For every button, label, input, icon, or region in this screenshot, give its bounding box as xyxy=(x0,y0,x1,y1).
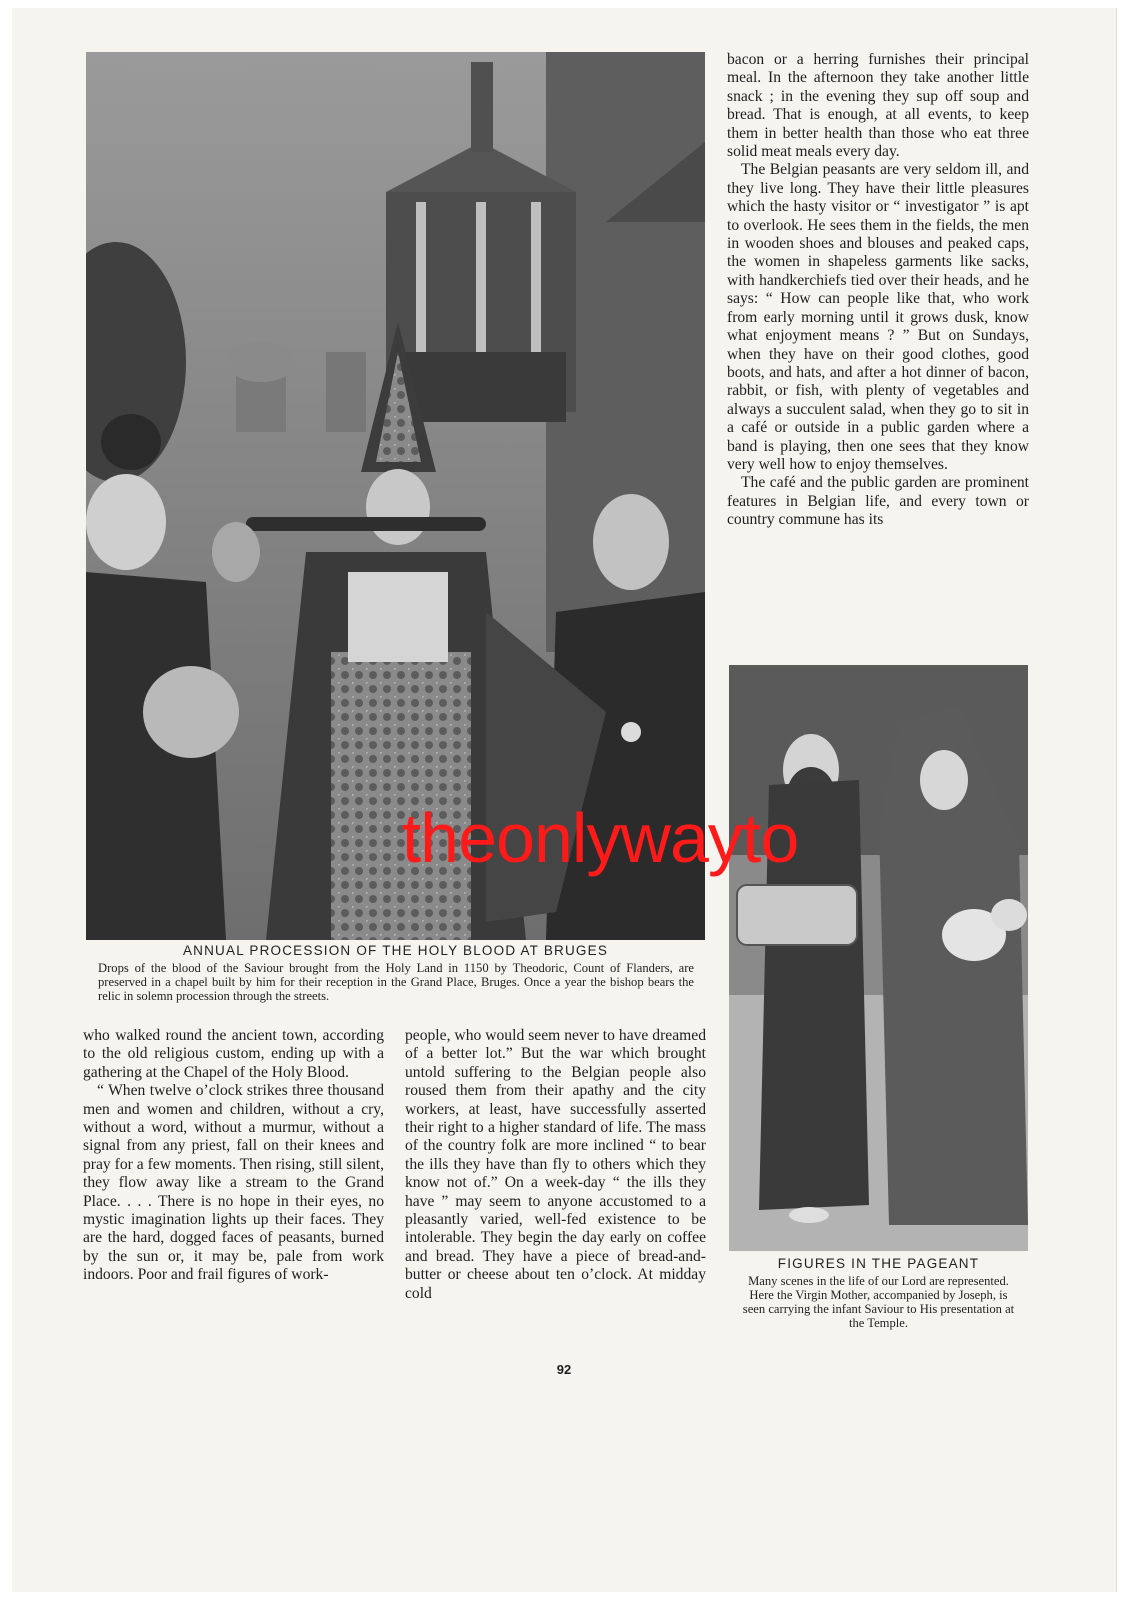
side-caption-title: FIGURES IN THE PAGEANT xyxy=(777,1256,980,1271)
pageant-illustration xyxy=(729,665,1028,1251)
paragraph: bacon or a herring furnishes their principal meal. In the afternoon they take another little snack ; in the evening they sup off soup and bread. That is enough, at all events, to keep them in better health than those who eat three solid meat meals every day. xyxy=(727,51,1029,161)
paragraph: “ When twelve o’clock strikes three thousand men and women and children, without a cry, without a word, without a murmur, without a signal from any priest, fall on their knees and pray for a few moments. Then rising, still silent, they flow away like a stream to the Grand Place. . . . There is no hope in their eyes, no mystic imagination lights up their faces. They are the hard, dogged faces of peasants, burned by the sun or, it may be, pale from work indoors. Poor and frail figures of work- xyxy=(83,1082,384,1284)
right-column-top-text xyxy=(727,51,1029,530)
paragraph: who walked round the ancient town, according to the old religious custom, ending up with a gathering at the Chapel of the Holy Blood. xyxy=(83,1027,384,1081)
main-caption-title: ANNUAL PROCESSION OF THE HOLY BLOOD AT BRUGES xyxy=(182,943,609,958)
main-caption-text: Drops of the blood of the Saviour brought from the Holy Land in 1150 by Theodoric, Count of Flanders, are preserved in a chapel built by him for their reception in the Grand Place, Bruges. Once a year the bishop bears the relic in solemn procession through the streets. xyxy=(98,961,694,1003)
side-caption-text: Many scenes in the life of our Lord are represented. Here the Virgin Mother, accompanied by Joseph, is seen carrying the infant Saviour to His presentation at the Temple. xyxy=(742,1274,1015,1330)
bottom-left-column-text xyxy=(83,1027,384,1285)
paragraph: The Belgian peasants are very seldom ill, and they live long. They have their little pleasures which the hasty visitor or “ investigator ” is apt to overlook. He sees them in the fields, the men in wooden shoes and blouses and peaked caps, the women in shapeless garments like sacks, with handkerchiefs tied over their heads, and he says: “ How can people like that, who work from early morning until it grows dusk, know what enjoyment means ? ” But on Sundays, when they have on their good clothes, good boots, and hats, and after a hot dinner of bacon, rabbit, or fish, with plenty of vegetables and always a succulent salad, when they go to sit in a café or outside in a public garden where a band is playing, then one sees that they know very well how to enjoy themselves. xyxy=(727,161,1029,473)
watermark-text: theonlywayto xyxy=(401,799,799,877)
paragraph: The café and the public garden are prominent features in Belgian life, and every town or country commune has its xyxy=(727,474,1029,529)
paragraph: people, who would seem never to have dreamed of a better lot.” But the war which brought untold suffering to the Belgian people also roused them from their apathy and the city workers, at least, have successfully asserted their right to a higher standard of life. The mass of the country folk are more inclined “ to bear the ills they have than fly to others which they know not of.” On a week-day “ the ills they have ” may seem to anyone accustomed to a pleasantly varied, well-fed existence to be intolerable. They begin the day early on coffee and bread. They have a piece of bread-and-butter or cheese about ten o’clock. At midday cold xyxy=(405,1027,706,1302)
side-photo-figures-pageant xyxy=(729,665,1028,1251)
page-number: 92 xyxy=(556,1362,572,1377)
bottom-middle-column-text xyxy=(405,1027,706,1303)
